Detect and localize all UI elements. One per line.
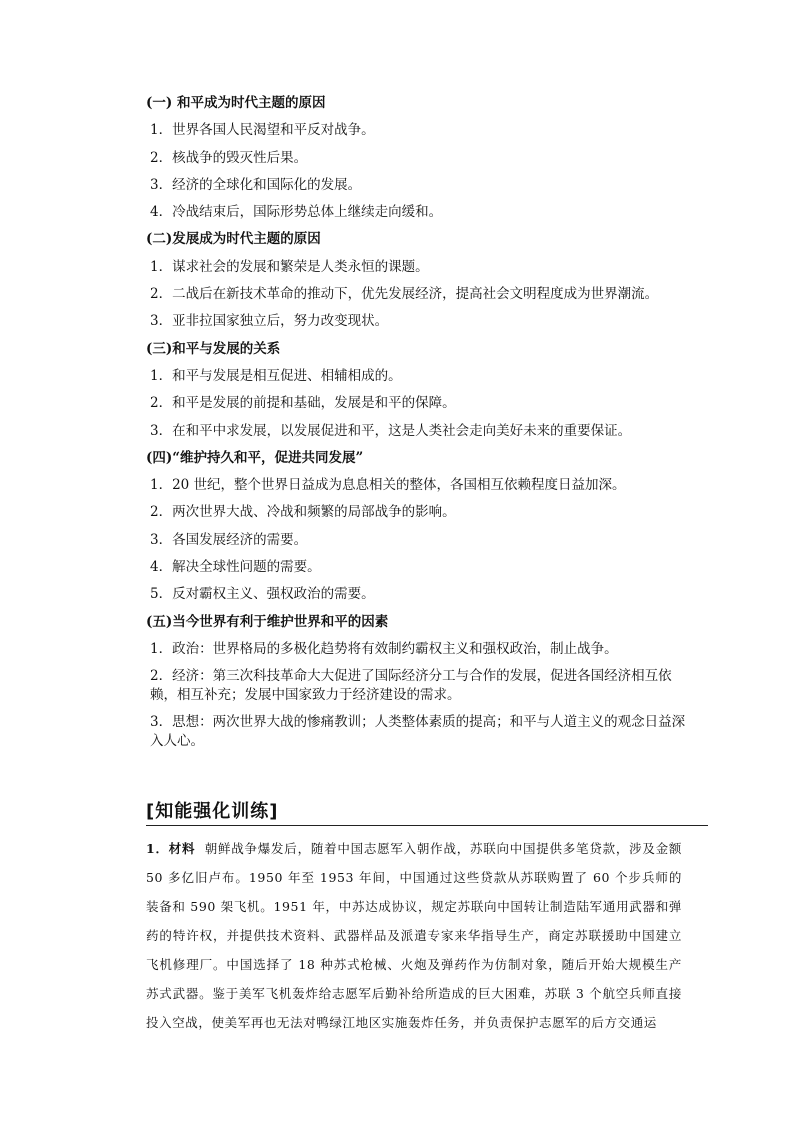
list-item: 1．谋求社会的发展和繁荣是人类永恒的课题。	[150, 258, 429, 275]
section-heading: (二)发展成为时代主题的原因	[146, 231, 321, 248]
list-item: 3．思想：两次世界大战的惨痛教训；人类整体素质的提高；和平与人道主义的观念日益深入人心。	[150, 714, 686, 750]
list-item: 2．两次世界大战、冷战和频繁的局部战争的影响。	[150, 504, 456, 521]
list-item: 4．冷战结束后，国际形势总体上继续走向缓和。	[150, 204, 443, 221]
list-item: 3．各国发展经济的需要。	[150, 531, 308, 548]
list-item: 3．亚非拉国家独立后，努力改变现状。	[150, 313, 389, 330]
section-heading: (一) 和平成为时代主题的原因	[146, 95, 326, 111]
list-item: 2．和平是发展的前提和基础，发展是和平的保障。	[150, 395, 456, 412]
list-item: 2．核战争的毁灭性后果。	[150, 149, 308, 166]
training-title: [知能强化训练]	[146, 801, 279, 822]
list-item: 4．解决全球性问题的需要。	[150, 559, 321, 576]
list-item: 3．经济的全球化和国际化的发展。	[150, 176, 362, 193]
question-label: 1．材料	[146, 841, 196, 856]
section-divider	[146, 825, 708, 826]
list-item: 5．反对霸权主义、强权政治的需要。	[150, 586, 375, 603]
list-item: 1．和平与发展是相互促进、相辅相成的。	[150, 367, 402, 384]
section-heading: (五)当今世界有利于维护世界和平的因素	[146, 613, 389, 630]
list-item: 1．政治：世界格局的多极化趋势将有效制约霸权主义和强权政治，制止战争。	[150, 640, 618, 657]
exercise-question	[146, 834, 682, 1037]
review-content	[146, 94, 686, 760]
material-text: 朝鲜战争爆发后，随着中国志愿军入朝作战，苏联向中国提供多笔贷款，涉及金额 50 多亿旧卢布。1950 年至 1953 年间，中国通过这些贷款从苏联购置了 60 个步兵师的装备和 590 架飞机。1951 年，中苏达成协议，规定苏联向中国转让制造陆军通用武器和弹药的特许权，并提供技术资料、武器样品及派遣专家来华指导生产，商定苏联援助中国建立飞机修理厂。中国选择了 18 种苏式枪械、火炮及弹药作为仿制对象，随后开始大规模生产苏式武器。鉴于美军飞机轰炸给志愿军后勤补给所造成的巨大困难，苏联 3 个航空兵师直接投入空战，使美军再也无法对鸭绿江地区实施轰炸任务，并负责保护志愿军的后方交通运	[146, 841, 682, 1030]
list-item: 1．20 世纪，整个世界日益成为息息相关的整体，各国相互依赖程度日益加深。	[150, 477, 626, 494]
training-section-header	[146, 800, 710, 826]
list-item: 2．二战后在新技术革命的推动下，优先发展经济，提高社会文明程度成为世界潮流。	[150, 286, 659, 303]
section-heading: (四)“维护持久和平，促进共同发展”	[146, 449, 364, 466]
list-item: 2．经济：第三次科技革命大大促进了国际经济分工与合作的发展，促进各国经济相互依赖，相互补充；发展中国家致力于经济建设的需求。	[150, 668, 672, 704]
list-item: 3．在和平中求发展，以发展促进和平，这是人类社会走向美好未来的重要保证。	[150, 422, 632, 439]
list-item: 1．世界各国人民渴望和平反对战争。	[150, 122, 375, 139]
section-heading: (三)和平与发展的关系	[146, 340, 281, 357]
